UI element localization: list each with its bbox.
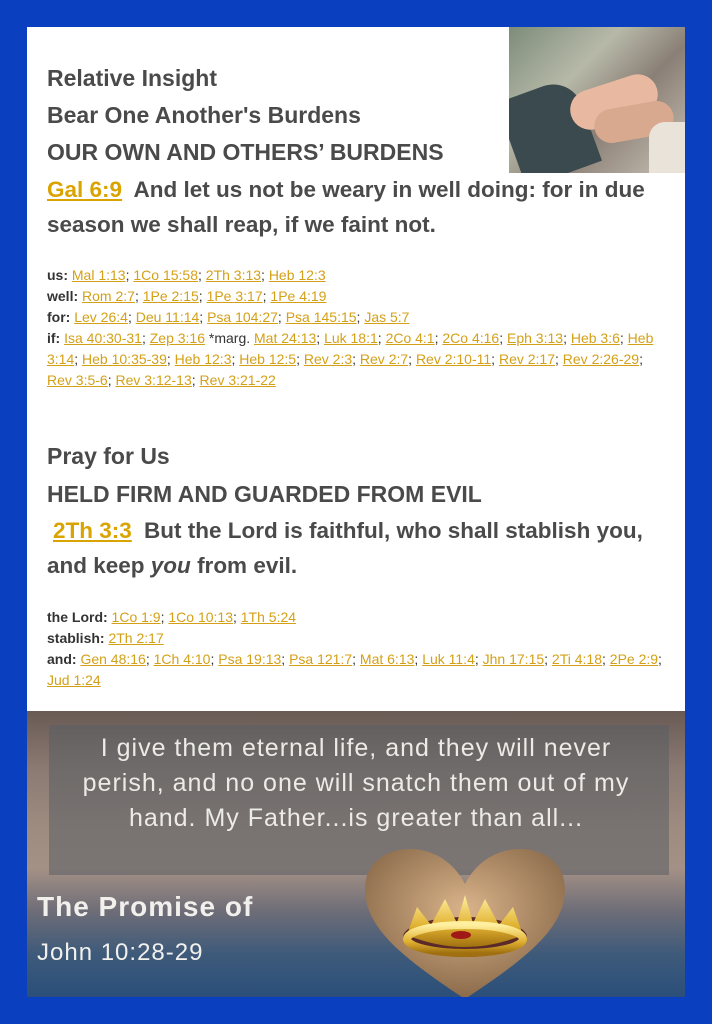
reference-link[interactable]: 2Pe 2:9 bbox=[609, 651, 659, 667]
reference-link[interactable]: 1Co 15:58 bbox=[133, 267, 198, 283]
reference-link[interactable]: 2Co 4:1 bbox=[385, 330, 435, 346]
reference-line bbox=[47, 628, 667, 649]
reference-link[interactable]: 1Ch 4:10 bbox=[153, 651, 211, 667]
reference-line: well: Rom 2:7; 1Pe 2:15; 1Pe 3:17; 1Pe 4:19 bbox=[47, 288, 327, 304]
reference-link[interactable]: Lev 26:4 bbox=[74, 309, 128, 325]
reference-link[interactable]: Psa 104:27 bbox=[207, 309, 278, 325]
reference-label: stablish: bbox=[47, 630, 105, 646]
reference-link[interactable]: Luk 11:4 bbox=[422, 651, 475, 667]
reference-link[interactable]: Psa 121:7 bbox=[289, 651, 353, 667]
reference-label: and: bbox=[47, 651, 77, 667]
reference-link[interactable]: Isa 40:30-31 bbox=[64, 330, 142, 346]
section2-verse bbox=[47, 513, 657, 583]
reference-link[interactable]: Mat 24:13 bbox=[254, 330, 317, 346]
cross-references bbox=[47, 265, 667, 391]
reference-link[interactable]: Heb 12:5 bbox=[239, 351, 297, 367]
verse-text: And let us not be weary in well doing: for in due season we shall reap, if we faint not. bbox=[47, 177, 645, 237]
reference-link[interactable]: Rev 2:7 bbox=[359, 351, 409, 367]
reference-link[interactable]: Heb 12:3 bbox=[268, 267, 326, 283]
reference-link[interactable]: Heb 12:3 bbox=[174, 351, 232, 367]
section1-verse bbox=[47, 172, 657, 242]
reference-link[interactable]: 1Co 1:9 bbox=[111, 609, 161, 625]
reference-link[interactable]: 2Co 4:16 bbox=[442, 330, 500, 346]
reference-line: us: Mal 1:13; 1Co 15:58; 2Th 3:13; Heb 12:3 bbox=[47, 267, 326, 283]
reference-label: if: bbox=[47, 330, 61, 346]
reference-link[interactable]: 1Pe 4:19 bbox=[270, 288, 327, 304]
cross-references bbox=[47, 607, 667, 691]
heart-crown-icon bbox=[365, 849, 565, 997]
reference-link[interactable]: 2Th 2:17 bbox=[108, 630, 164, 646]
section1-theme: OUR OWN AND OTHERS’ BURDENS bbox=[47, 139, 444, 165]
reference-label: the Lord: bbox=[47, 609, 108, 625]
reference-label: us: bbox=[47, 267, 68, 283]
reference-link[interactable]: Jud 1:24 bbox=[47, 672, 101, 688]
verse-ref-link[interactable]: 2Th 3:3 bbox=[53, 518, 132, 543]
reference-link[interactable]: Gen 48:16 bbox=[80, 651, 146, 667]
reference-link[interactable]: Heb 10:35-39 bbox=[82, 351, 167, 367]
reference-link[interactable]: Deu 11:14 bbox=[135, 309, 200, 325]
reference-link[interactable]: Rev 2:17 bbox=[498, 351, 555, 367]
section1-kicker: Relative Insight bbox=[47, 65, 217, 91]
reference-note: *marg. bbox=[205, 330, 255, 346]
reference-label: well: bbox=[47, 288, 79, 304]
reference-link[interactable]: 2Th 3:13 bbox=[205, 267, 262, 283]
reference-link[interactable]: Luk 18:1 bbox=[324, 330, 378, 346]
verse-ref-link[interactable]: Gal 6:9 bbox=[47, 177, 123, 202]
banner-quote: I give them eternal life, and they will never perish, and no one will snatch them out of my hand. My Father...is greater than all... bbox=[82, 734, 630, 832]
reference-link[interactable]: Heb 3:14 bbox=[47, 330, 654, 367]
reference-link[interactable]: Rev 3:5-6 bbox=[47, 372, 108, 388]
reference-link[interactable]: 1Th 5:24 bbox=[240, 609, 297, 625]
reference-label: for: bbox=[47, 309, 71, 325]
reference-link[interactable]: Rev 3:21-22 bbox=[199, 372, 276, 388]
reference-link[interactable]: Rev 2:3 bbox=[303, 351, 353, 367]
reference-link[interactable]: Eph 3:13 bbox=[507, 330, 564, 346]
reference-link[interactable]: Jas 5:7 bbox=[364, 309, 410, 325]
reference-link[interactable]: Zep 3:16 bbox=[149, 330, 205, 346]
reference-line: if: Isa 40:30-31; Zep 3:16 *marg. Mat 24:13; Luk 18:1; 2Co 4:1; 2Co 4:16; Eph 3:13; Heb 3:6; Heb 3:14; Heb 10:35-39; Heb 12:3; Heb 12:5; Rev 2:3; Rev 2:7; Rev 2:10-11; Rev 2:17; Rev 2:26-29; Rev 3:5-6; Rev 3:12-13; Rev 3:21-22 bbox=[47, 330, 654, 388]
banner-title: The Promise of bbox=[37, 891, 254, 922]
reference-link[interactable]: 1Pe 3:17 bbox=[206, 288, 263, 304]
reference-link[interactable]: Mal 1:13 bbox=[71, 267, 126, 283]
reference-link[interactable]: Rom 2:7 bbox=[82, 288, 135, 304]
reference-link[interactable]: Mat 6:13 bbox=[359, 651, 415, 667]
reference-link[interactable]: Heb 3:6 bbox=[570, 330, 620, 346]
reference-link[interactable]: Rev 2:26-29 bbox=[562, 351, 640, 367]
reference-link[interactable]: Jhn 17:15 bbox=[482, 651, 545, 667]
section2-theme: HELD FIRM AND GUARDED FROM EVIL bbox=[47, 481, 482, 507]
reference-link[interactable]: Rev 3:12-13 bbox=[115, 372, 192, 388]
reference-link[interactable]: 2Ti 4:18 bbox=[551, 651, 602, 667]
reference-link[interactable]: Psa 145:15 bbox=[285, 309, 357, 325]
reference-link[interactable]: 1Co 10:13 bbox=[168, 609, 233, 625]
section2-kicker: Pray for Us bbox=[47, 443, 170, 469]
page-card bbox=[27, 27, 685, 997]
reference-line: for: Lev 26:4; Deu 11:14; Psa 104:27; Psa 145:15; Jas 5:7 bbox=[47, 309, 410, 325]
banner-reference: John 10:28-29 bbox=[37, 939, 204, 966]
reference-link[interactable]: Psa 19:13 bbox=[218, 651, 282, 667]
holding-hands-photo bbox=[509, 27, 685, 173]
reference-link[interactable]: 1Pe 2:15 bbox=[142, 288, 199, 304]
promise-banner bbox=[27, 711, 685, 997]
reference-line: and: Gen 48:16; 1Ch 4:10; Psa 19:13; Psa 121:7; Mat 6:13; Luk 11:4; Jhn 17:15; 2Ti 4:18; 2Pe 2:9; Jud 1:24 bbox=[47, 651, 662, 688]
reference-link[interactable]: Rev 2:10-11 bbox=[415, 351, 492, 367]
verse-text: But the Lord is faithful, who shall stablish you, and keep you from evil. bbox=[47, 518, 643, 578]
section1-subtitle: Bear One Another's Burdens bbox=[47, 102, 361, 128]
reference-line: the Lord: 1Co 1:9; 1Co 10:13; 1Th 5:24 bbox=[47, 609, 297, 625]
